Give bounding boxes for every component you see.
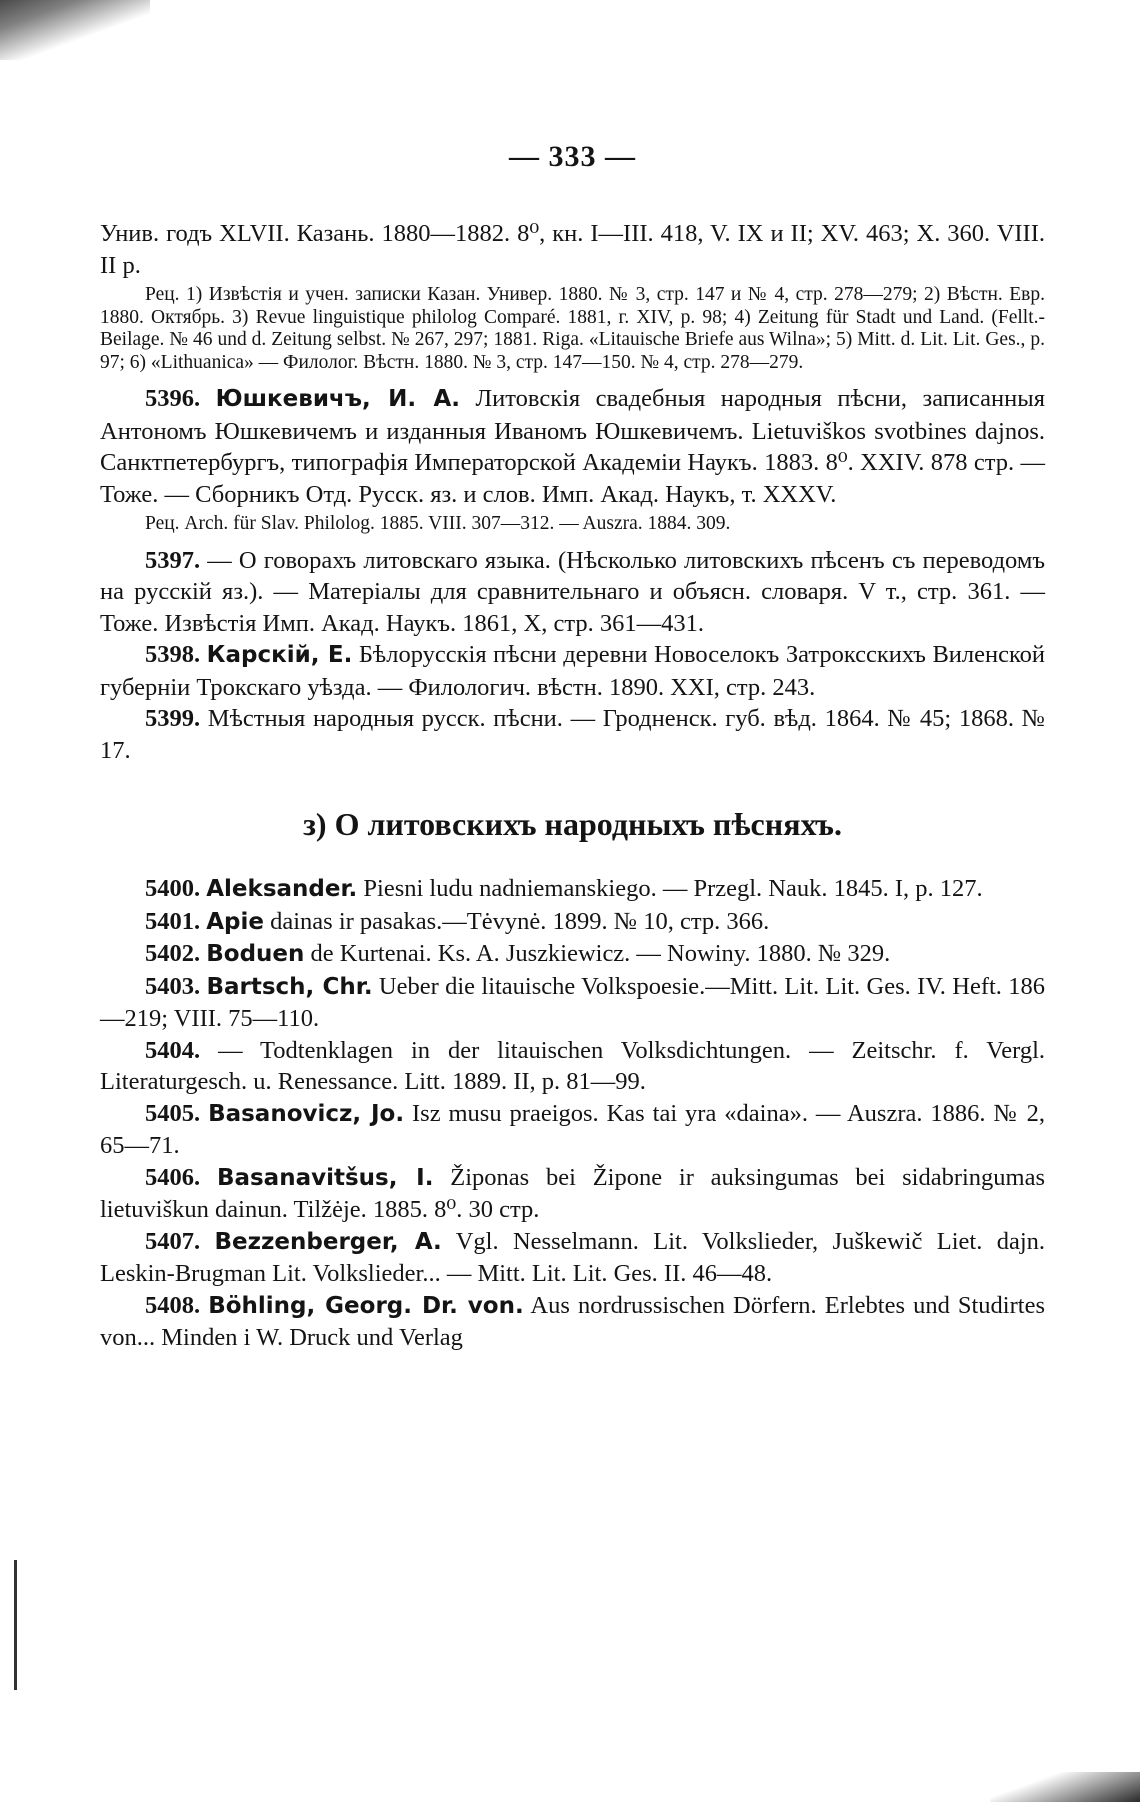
- entry-author: Aleksander.: [206, 876, 358, 902]
- entry-5398: [100, 639, 1045, 703]
- entry-text: Бѣлорусскія пѣсни деревни Новоселокъ Затроксскихъ Виленской губерніи Трокскаго уѣзда. — Филологич. вѣстн. 1890. XXI, стр. 243.: [100, 641, 1046, 701]
- scan-edge-mark: [0, 0, 150, 60]
- entry-number: 5407.: [145, 1227, 201, 1255]
- entry-author: Boduen: [206, 941, 305, 967]
- entry-5401: [100, 906, 1045, 939]
- entry-text: Isz musu praeigos. Kas tai yra «daina». — Auszra. 1886. № 2, 65—71.: [100, 1099, 1045, 1159]
- entry-text: Унив. годъ XLVII. Казань. 1880—1882. 8⁰, кн. I—III. 418, V. IX и II; XV. 463; X. 360. VIII. II р.: [100, 220, 1045, 279]
- entry-5395-continuation: [100, 218, 1045, 281]
- entry-number: 5406.: [145, 1163, 201, 1191]
- book-page: [100, 140, 1045, 1354]
- entry-author: Apie: [206, 908, 264, 935]
- entry-author: Bartsch, Chr.: [206, 973, 373, 1000]
- entry-text: Ueber die litauische Volkspoesie.—Mitt. Lit. Lit. Ges. IV. Heft. 186—219; VIII. 75—110.: [100, 972, 1045, 1032]
- review-note: Рец. 1) Извѣстія и учен. записки Казан. Универ. 1880. № 3, стр. 147 и № 4, стр. 278—279; 2) Вѣстн. Евр. 1880. Октябрь. 3) Revue linguistique philolog Comparé. 1881, г. XIV, p. 98; 4) Zeitung für Stadt und Land. (Fellt.-Beilage. № 46 und d. Zeitung selbst. № 267, 297; 1881. Riga. «Litauische Briefe aus Wilna»; 5) Mitt. d. Lit. Lit. Ges., p. 97; 6) «Lithuanica» — Филолог. Вѣстн. 1880. № 3, стр. 147—150. № 4, стр. 278—279.: [100, 284, 1045, 373]
- entry-number: 5400.: [145, 875, 201, 902]
- entry-number: 5405.: [145, 1099, 201, 1127]
- entry-text: Мѣстныя народныя русск. пѣсни. — Гродненск. губ. вѣд. 1864. № 45; 1868. № 17.: [100, 705, 1046, 764]
- entry-5404: [100, 1035, 1045, 1098]
- scan-edge-mark-bottom: [990, 1772, 1140, 1802]
- entry-text: de Kurtenai. Ks. A. Juszkiewicz. — Nowiny. 1880. № 329.: [310, 940, 891, 967]
- entry-5397: [100, 545, 1045, 640]
- entry-author: Bezzenberger, A.: [214, 1228, 442, 1255]
- entry-number: 5396.: [145, 385, 201, 412]
- entry-number: 5399.: [145, 705, 201, 732]
- entry-number: 5408.: [145, 1291, 201, 1319]
- entry-5406: [100, 1162, 1045, 1226]
- entry-text: Aus nordrussischen Dörfern. Erlebtes und Studirtes von... Minden i W. Druck und Verlag: [100, 1291, 1045, 1351]
- entry-number: 5402.: [145, 940, 201, 967]
- entry-5405: [100, 1098, 1045, 1162]
- scan-edge-line: [14, 1560, 17, 1690]
- entry-5407: [100, 1226, 1045, 1290]
- entry-author: Böhling, Georg. Dr. von.: [208, 1292, 524, 1319]
- entry-number: 5403.: [145, 972, 201, 1000]
- entry-text: Žiponas bei Žipone ir auksingumas bei sidabringumas lietuviškun dainun. Tilžėje. 1885. 8⁰. 30 стр.: [100, 1163, 1046, 1223]
- entry-number: 5397.: [145, 546, 201, 574]
- entry-5403: [100, 971, 1045, 1035]
- entry-text: Литовскія свадебныя народныя пѣсни, записанныя Антономъ Юшкевичемъ и изданныя Иваномъ Юшкевичемъ. Lietuviškos svotbines dajnos. Санктпетербургъ, типографія Императорской Академіи Наукъ. 1883. 8⁰. XXIV. 878 стр. — Тоже. — Сборникъ Отд. Русск. яз. и слов. Имп. Акад. Наукъ, т. XXXV.: [100, 385, 1045, 508]
- entry-author: Basanavitšus, I.: [216, 1164, 434, 1191]
- entry-5399: [100, 703, 1045, 766]
- entry-text: dainas ir pasakas.—Tėvynė. 1899. № 10, стр. 366.: [270, 907, 770, 935]
- entry-author: Юшкевичъ, И. А.: [215, 386, 461, 412]
- entry-number: 5401.: [145, 907, 201, 935]
- section-heading: з) О литовскихъ народныхъ пѣсняхъ.: [303, 806, 842, 842]
- entry-number: 5404.: [145, 1036, 201, 1064]
- entry-5396: [100, 383, 1045, 510]
- entry-5402: [100, 938, 1045, 971]
- entry-author: Basanovicz, Jo.: [208, 1100, 405, 1127]
- entry-text: Piesni ludu nadniemanskiego. — Przegl. Nauk. 1845. I, p. 127.: [363, 875, 983, 902]
- entry-text: Vgl. Nesselmann. Lit. Volkslieder, Juškewič Liet. dajn. Leskin-Brugman Lit. Volkslieder... — Mitt. Lit. Lit. Ges. II. 46—48.: [100, 1227, 1045, 1287]
- entry-number: 5398.: [145, 641, 201, 668]
- review-note: Рец. Arch. für Slav. Philolog. 1885. VIII. 307—312. — Auszra. 1884. 309.: [145, 513, 731, 534]
- page-number: — 333 —: [509, 140, 636, 173]
- entry-text: — О говорахъ литовскаго языка. (Нѣсколько литовскихъ пѣсенъ съ переводомъ на русскій яз.). — Матеріалы для сравнительнаго и объясн. словаря. V т., стр. 361. — Тоже. Извѣстія Имп. Акад. Наукъ. 1861, X, стр. 361—431.: [100, 546, 1046, 637]
- entry-5408: [100, 1290, 1045, 1354]
- entry-text: — Todtenklagen in der litauischen Volksdichtungen. — Zeitschr. f. Vergl. Literaturgesch. u. Renessance. Litt. 1889. II, p. 81—99.: [100, 1036, 1045, 1095]
- entry-author: Карскій, Е.: [206, 642, 353, 668]
- entry-5400: [100, 873, 1045, 906]
